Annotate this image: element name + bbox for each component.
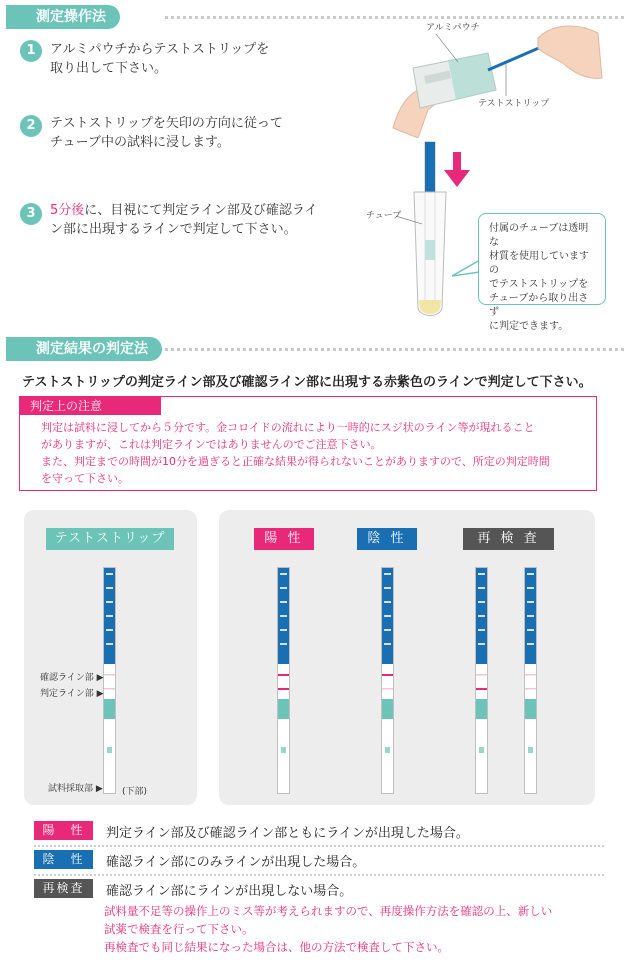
strip-print-mark (106, 629, 113, 631)
strip-reference (103, 567, 117, 799)
strip-level-mark (528, 747, 533, 753)
strip-print-mark (106, 587, 113, 589)
legend-text: 確認ライン部にラインが出現しない場合。 (106, 884, 353, 899)
down-arrow-icon (444, 152, 470, 188)
caution-line: を守って下さい。 (41, 472, 129, 485)
test-strip-svg (524, 567, 538, 795)
strip-print-mark (384, 629, 391, 631)
strip-print-mark (384, 601, 391, 603)
strip-retest-2 (524, 567, 538, 799)
lead-text: テストストリップの判定ライン部及び確認ライン部に出現する赤紫色のラインで判定して下さい。 (22, 375, 592, 390)
strip-label: テストストリップ (478, 99, 550, 109)
callout-line: 付属のチューブは透明な (489, 223, 589, 248)
strip-print-mark (280, 629, 287, 631)
control-line-zone (476, 674, 487, 676)
label-text: 判定ライン部 (40, 689, 94, 699)
section-title: 測定結果の判定法 (6, 337, 162, 361)
test-line-label: 判定ライン部 ▶ (40, 689, 104, 699)
step-number: 2 (20, 115, 42, 137)
callout-line: 材質を使用していますの (489, 251, 589, 276)
strip-print-mark (478, 601, 485, 603)
retest-badge: 再 検 査 (463, 528, 554, 550)
strip-print-mark (280, 587, 287, 589)
positive-badge: 陽 性 (254, 528, 314, 550)
strip-print-mark (478, 615, 485, 617)
control-line (278, 674, 289, 676)
control-line (382, 674, 393, 676)
control-line-zone (104, 674, 115, 676)
strip-print-mark (527, 573, 534, 575)
label-text: 確認ライン部 (40, 673, 94, 683)
strip-print-mark (106, 643, 113, 645)
strip-retest-1 (475, 567, 489, 799)
retest-note: 試薬で検査を行って下さい。 (104, 922, 254, 936)
caution-line: がありますが、これは判定ラインではありませんのでご注意下さい。 (41, 438, 382, 451)
tube-callout (478, 213, 606, 332)
step-number: 1 (20, 40, 42, 62)
strip-print-mark (384, 643, 391, 645)
step-line: 取り出して下さい。 (50, 61, 168, 76)
leader-line (396, 210, 426, 230)
strip-level-mark (479, 747, 484, 753)
caution-box (19, 396, 597, 491)
strip-level-mark (385, 747, 390, 753)
legend-negative (34, 850, 604, 874)
strip-pad (525, 699, 536, 719)
caution-line: また、判定までの時間が10分を過ぎると正確な結果が得られないことがありますので、所定の判定時間 (41, 455, 550, 468)
highlight-text: 5分後 (50, 203, 85, 218)
callout-line: チューブから取り出さず (489, 293, 589, 318)
strip-print-mark (384, 587, 391, 589)
strip-print-mark (106, 573, 113, 575)
step-2-text (50, 114, 283, 152)
step-line: テストストリップを矢印の方向に従って (50, 116, 283, 131)
strip-print-mark (280, 573, 287, 575)
strip-print-mark (478, 643, 485, 645)
test-strip-svg (475, 567, 489, 795)
strip-print-mark (527, 587, 534, 589)
strip-print-mark (527, 615, 534, 617)
strip-print-mark (384, 573, 391, 575)
strip-print-mark (478, 587, 485, 589)
legend-badge: 再検査 (34, 879, 93, 898)
section-title: 測定操作法 (6, 5, 120, 29)
test-line-zone (382, 688, 393, 690)
divider (34, 874, 604, 876)
control-line-label: 確認ライン部 ▶ (40, 673, 104, 683)
legend-text: 確認ライン部にのみラインが出現した場合。 (106, 855, 366, 870)
test-strip-svg (277, 567, 291, 795)
retest-notes (104, 902, 552, 956)
control-line-zone (525, 674, 536, 676)
callout-line: でテストストリップを (489, 279, 589, 290)
strip-positive (277, 567, 291, 799)
strip-print-mark (106, 615, 113, 617)
strip-level-mark (281, 747, 286, 753)
step-3-text (50, 201, 318, 239)
test-line-zone (104, 688, 115, 690)
strip-pad (382, 699, 393, 719)
strip-print-mark (527, 643, 534, 645)
test-strip-svg (103, 567, 117, 795)
test-line-zone (525, 688, 536, 690)
test-line (476, 688, 487, 690)
strip-pad (476, 699, 487, 719)
caution-title: 判定上の注意 (20, 397, 161, 415)
strip-print-mark (280, 601, 287, 603)
legend-retest (34, 879, 604, 959)
results-panel (219, 510, 595, 805)
legend-text: 判定ライン部及び確認ライン部ともにラインが出現した場合。 (106, 826, 469, 841)
strip-pad (278, 699, 289, 719)
tube-label: チューブ (366, 211, 402, 221)
retest-note: 試料量不足等の操作上のミス等が考えられますので、再度操作方法を確認の上、新しい (104, 904, 553, 918)
test-line (278, 688, 289, 690)
sample-area-label: 試料採取部 ▶ (48, 784, 103, 794)
strip-print-mark (280, 615, 287, 617)
strip-print-mark (478, 629, 485, 631)
retest-note: 再検査でも同じ結果になった場合は、他の方法で検査して下さい。 (104, 940, 449, 954)
label-text: 試料採取部 (48, 784, 94, 794)
legend-positive (34, 821, 604, 845)
step-line: ン部に出現するラインで判定して下さい。 (50, 222, 297, 237)
bottom-label: (下部) (122, 787, 148, 797)
strip-print-mark (527, 629, 534, 631)
strip-print-mark (280, 643, 287, 645)
step-line (50, 201, 318, 220)
callout-line: に判定できます。 (489, 321, 569, 332)
section-header-judgement (0, 337, 630, 361)
step-line: アルミパウチからテストストリップを (50, 42, 270, 57)
test-strip-svg (381, 567, 395, 795)
step-line-rest: に、目視にて判定ライン部及び確認ライ (84, 203, 318, 218)
caution-line: 判定は試料に浸してから５分です。金コロイドの流れにより一時的にスジ状のライン等が現れること (41, 421, 535, 434)
strip-negative (381, 567, 395, 799)
strip-pad (104, 699, 115, 719)
step-number: 3 (20, 203, 42, 225)
strip-print-mark (106, 601, 113, 603)
legend-badge: 陰 性 (34, 850, 93, 869)
strip-print-mark (384, 615, 391, 617)
caution-body (41, 419, 591, 487)
strip-print-mark (527, 601, 534, 603)
step-1-text (50, 40, 269, 78)
step-line: チューブ中の試料に浸します。 (50, 135, 230, 150)
negative-badge: 陰 性 (357, 528, 417, 550)
legend-badge: 陽 性 (34, 821, 93, 840)
divider (165, 348, 624, 351)
strip-title-badge: テストストリップ (46, 528, 174, 550)
pouch-label: アルミパウチ (426, 23, 480, 33)
strip-level-mark (107, 747, 112, 753)
divider (34, 845, 604, 847)
strip-print-mark (478, 573, 485, 575)
pouch-illustration (388, 18, 603, 138)
